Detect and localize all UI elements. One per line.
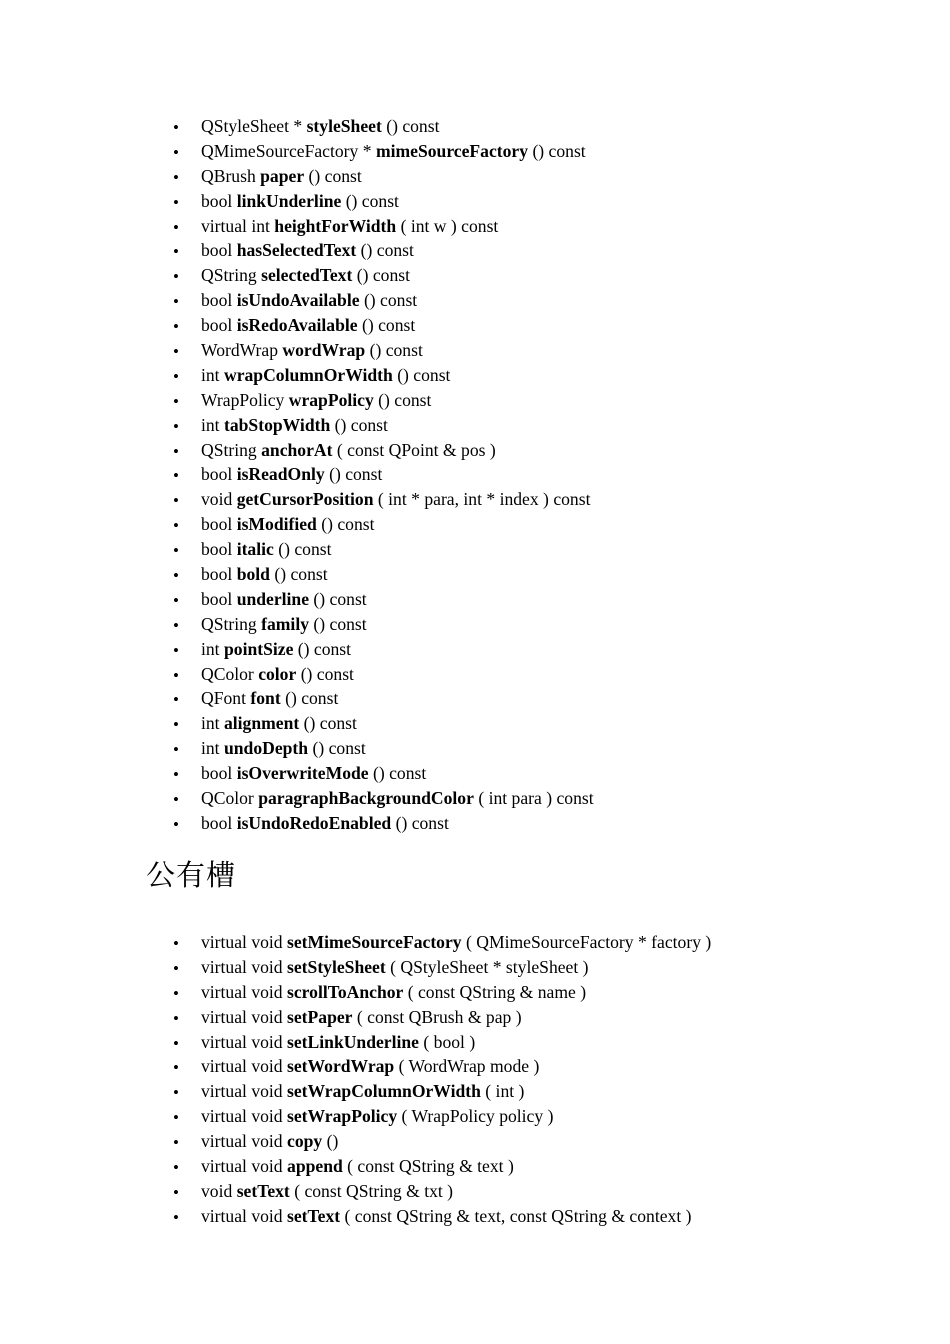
bullet-icon: • [173, 167, 179, 187]
return-type: virtual void [201, 1205, 288, 1226]
return-type: virtual void [201, 1081, 288, 1102]
bullet-icon: • [173, 1008, 179, 1028]
parameter-list: () const [368, 763, 427, 784]
function-signature [201, 1054, 539, 1079]
parameter-list: () const [296, 663, 354, 684]
function-name: underline [236, 588, 310, 609]
list-item [0, 1104, 950, 1129]
function-name: hasSelectedText [236, 240, 357, 261]
parameter-list: ( const QBrush & pap ) [352, 1006, 522, 1027]
return-type: virtual void [201, 1056, 288, 1077]
function-signature [201, 1129, 338, 1154]
public-slots-list [0, 930, 950, 1229]
list-item [0, 637, 950, 662]
parameter-list: ( int w ) const [396, 215, 499, 236]
bullet-icon: • [173, 391, 179, 411]
bullet-icon: • [173, 765, 179, 785]
parameter-list: ( int para ) const [473, 788, 594, 809]
bullet-icon: • [173, 1133, 179, 1153]
parameter-list: () const [381, 116, 440, 136]
return-type: QBrush [201, 165, 261, 186]
function-signature [201, 263, 410, 288]
list-item [0, 955, 950, 980]
bullet-icon: • [173, 516, 179, 536]
list-item [0, 189, 950, 214]
return-type: QString [201, 613, 262, 634]
function-name: isRedoAvailable [236, 315, 358, 336]
function-name: getCursorPosition [236, 489, 374, 510]
function-signature [201, 761, 426, 786]
parameter-list: ( int ) [480, 1081, 525, 1102]
bullet-icon: • [173, 814, 179, 834]
function-signature [201, 562, 328, 587]
function-name: isModified [236, 514, 317, 535]
return-type: QColor [201, 663, 259, 684]
return-type: int [201, 638, 224, 659]
bullet-icon: • [173, 983, 179, 1003]
function-signature [201, 1079, 524, 1104]
bullet-icon: • [173, 640, 179, 660]
function-signature [201, 637, 351, 662]
return-type: virtual void [201, 932, 288, 952]
list-item [0, 686, 950, 711]
function-signature [201, 438, 496, 463]
parameter-list: () const [308, 738, 366, 759]
function-name: heightForWidth [274, 215, 397, 236]
function-signature [201, 288, 417, 313]
function-signature [201, 980, 586, 1005]
function-name: mimeSourceFactory [375, 140, 529, 161]
parameter-list: () const [304, 165, 362, 186]
list-item [0, 388, 950, 413]
list-item [0, 1079, 950, 1104]
list-item [0, 313, 950, 338]
return-type: virtual void [201, 1131, 288, 1152]
function-signature [201, 1204, 691, 1229]
parameter-list: () [322, 1131, 339, 1152]
list-item [0, 462, 950, 487]
bullet-icon: • [173, 242, 179, 262]
list-item [0, 238, 950, 263]
list-item [0, 338, 950, 363]
function-name: paper [260, 165, 305, 186]
parameter-list: () const [391, 812, 449, 833]
bullet-icon: • [173, 416, 179, 436]
list-item [0, 438, 950, 463]
list-item [0, 263, 950, 288]
function-name: setWrapPolicy [287, 1106, 398, 1127]
bullet-icon: • [173, 366, 179, 386]
list-item [0, 1204, 950, 1229]
function-signature [201, 1030, 475, 1055]
function-signature [201, 462, 382, 487]
function-name: undoDepth [223, 738, 309, 759]
list-item [0, 537, 950, 562]
parameter-list: () const [293, 638, 352, 659]
function-name: family [261, 613, 310, 634]
function-name: setWordWrap [287, 1056, 395, 1077]
parameter-list: () const [356, 240, 414, 261]
function-signature [201, 338, 423, 363]
list-item [0, 1005, 950, 1030]
return-type: QString [201, 265, 262, 286]
return-type: WrapPolicy [201, 389, 289, 410]
function-signature [201, 139, 586, 164]
return-type: QString [201, 439, 262, 460]
list-item [0, 288, 950, 313]
return-type: virtual void [201, 1031, 288, 1052]
bullet-icon: • [173, 1033, 179, 1053]
parameter-list: () const [359, 290, 418, 311]
bullet-icon: • [173, 1158, 179, 1178]
return-type: bool [201, 240, 237, 261]
bullet-icon: • [173, 958, 179, 978]
bullet-icon: • [173, 267, 179, 287]
parameter-list: () const [373, 389, 432, 410]
parameter-list: ( bool ) [419, 1031, 476, 1052]
bullet-icon: • [173, 142, 179, 162]
function-signature [201, 1154, 514, 1179]
function-name: scrollToAnchor [287, 981, 404, 1002]
bullet-icon: • [173, 615, 179, 635]
function-signature [201, 189, 399, 214]
parameter-list: ( const QString & txt ) [289, 1180, 454, 1201]
return-type: QFont [201, 688, 251, 709]
return-type: bool [201, 315, 237, 336]
parameter-list: () const [309, 613, 367, 634]
return-type: int [201, 414, 224, 435]
return-type: bool [201, 464, 237, 485]
function-name: setText [236, 1180, 290, 1201]
const-member-list [0, 114, 950, 836]
return-type: bool [201, 290, 237, 311]
function-signature [201, 1179, 453, 1204]
function-signature [201, 363, 450, 388]
list-item [0, 811, 950, 836]
function-signature [201, 238, 414, 263]
function-signature [201, 537, 331, 562]
return-type: int [201, 364, 224, 385]
function-name: setMimeSourceFactory [287, 932, 462, 952]
parameter-list: () const [309, 588, 367, 609]
function-name: wordWrap [282, 340, 366, 361]
parameter-list: ( WordWrap mode ) [394, 1056, 540, 1077]
function-name: paragraphBackgroundColor [258, 788, 474, 809]
list-item [0, 1154, 950, 1179]
return-type: virtual int [201, 215, 275, 236]
parameter-list: () const [273, 539, 332, 560]
function-name: tabStopWidth [223, 414, 331, 435]
bullet-icon: • [173, 1108, 179, 1128]
bullet-icon: • [173, 217, 179, 237]
parameter-list: () const [392, 364, 451, 385]
bullet-icon: • [173, 466, 179, 486]
return-type: void [201, 489, 237, 510]
return-type: bool [201, 812, 237, 833]
list-item [0, 930, 950, 955]
function-name: linkUnderline [236, 190, 342, 211]
function-signature [201, 662, 354, 687]
parameter-list: ( const QPoint & pos ) [332, 439, 496, 460]
list-item [0, 662, 950, 687]
list-item [0, 413, 950, 438]
return-type: bool [201, 514, 237, 535]
list-item [0, 114, 950, 139]
function-name: wrapColumnOrWidth [223, 364, 393, 385]
list-item [0, 1179, 950, 1204]
bullet-icon: • [173, 118, 179, 137]
list-item [0, 1129, 950, 1154]
return-type: void [201, 1180, 237, 1201]
function-signature [201, 736, 366, 761]
list-item [0, 736, 950, 761]
list-item [0, 612, 950, 637]
function-signature [201, 686, 338, 711]
list-item [0, 139, 950, 164]
function-signature [201, 612, 367, 637]
parameter-list: () const [357, 315, 416, 336]
parameter-list: () const [341, 190, 399, 211]
bullet-icon: • [173, 934, 179, 953]
function-name: setText [287, 1205, 341, 1226]
function-signature [201, 587, 367, 612]
bullet-icon: • [173, 342, 179, 362]
parameter-list: () const [330, 414, 388, 435]
return-type: virtual void [201, 956, 288, 977]
list-item [0, 761, 950, 786]
list-item [0, 711, 950, 736]
bullet-icon: • [173, 590, 179, 610]
function-name: wrapPolicy [288, 389, 374, 410]
function-name: setStyleSheet [287, 956, 386, 977]
function-signature [201, 512, 375, 537]
bullet-icon: • [173, 541, 179, 561]
return-type: int [201, 713, 224, 734]
bullet-icon: • [173, 317, 179, 337]
function-signature [201, 487, 590, 512]
bullet-icon: • [173, 292, 179, 312]
bullet-icon: • [173, 1083, 179, 1103]
return-type: QMimeSourceFactory * [201, 140, 376, 161]
function-signature [201, 811, 449, 836]
return-type: bool [201, 539, 237, 560]
function-name: font [250, 688, 281, 709]
function-name: italic [236, 539, 274, 560]
list-item [0, 980, 950, 1005]
function-name: isReadOnly [236, 464, 325, 485]
function-name: isUndoAvailable [236, 290, 360, 311]
list-item [0, 1030, 950, 1055]
parameter-list: () const [316, 514, 375, 535]
function-signature [201, 214, 498, 239]
return-type: virtual void [201, 981, 288, 1002]
function-name: anchorAt [261, 439, 333, 460]
return-type: bool [201, 564, 237, 585]
function-name: setPaper [287, 1006, 353, 1027]
parameter-list: () const [299, 713, 357, 734]
bullet-icon: • [173, 740, 179, 760]
parameter-list: () const [324, 464, 383, 485]
function-name: isOverwriteMode [236, 763, 369, 784]
function-name: append [287, 1156, 343, 1177]
return-type: virtual void [201, 1156, 288, 1177]
function-signature [201, 413, 388, 438]
return-type: bool [201, 763, 237, 784]
return-type: virtual void [201, 1106, 288, 1127]
function-signature [201, 1005, 522, 1030]
return-type: QColor [201, 788, 259, 809]
parameter-list: ( const QString & name ) [403, 981, 587, 1002]
bullet-icon: • [173, 491, 179, 511]
list-item [0, 1054, 950, 1079]
list-item [0, 164, 950, 189]
bullet-icon: • [173, 1182, 179, 1202]
function-name: setWrapColumnOrWidth [287, 1081, 481, 1102]
function-signature [201, 786, 594, 811]
function-name: styleSheet [306, 116, 382, 136]
list-item [0, 487, 950, 512]
list-item [0, 786, 950, 811]
function-name: setLinkUnderline [287, 1031, 419, 1052]
parameter-list: ( const QString & text, const QString & context ) [340, 1205, 692, 1226]
function-signature [201, 388, 431, 413]
bullet-icon: • [173, 192, 179, 212]
return-type: int [201, 738, 224, 759]
function-name: pointSize [223, 638, 294, 659]
parameter-list: ( QStyleSheet * styleSheet ) [385, 956, 589, 977]
bullet-icon: • [173, 665, 179, 685]
return-type: WordWrap [201, 340, 283, 361]
parameter-list: ( WrapPolicy policy ) [397, 1106, 554, 1127]
function-name: isUndoRedoEnabled [236, 812, 392, 833]
function-signature [201, 114, 439, 139]
bullet-icon: • [173, 1207, 179, 1227]
parameter-list: () const [365, 340, 423, 361]
function-signature [201, 930, 711, 955]
return-type: bool [201, 588, 237, 609]
function-name: bold [236, 564, 270, 585]
parameter-list: ( const QString & text ) [342, 1156, 514, 1177]
function-signature [201, 1104, 553, 1129]
function-signature [201, 164, 362, 189]
function-signature [201, 955, 589, 980]
parameter-list: ( QMimeSourceFactory * factory ) [461, 932, 712, 952]
return-type: QStyleSheet * [201, 116, 307, 136]
parameter-list: ( int * para, int * index ) const [373, 489, 591, 510]
return-type: virtual void [201, 1006, 288, 1027]
bullet-icon: • [173, 690, 179, 710]
function-signature [201, 313, 415, 338]
parameter-list: () const [269, 564, 328, 585]
list-item [0, 363, 950, 388]
list-item [0, 562, 950, 587]
function-name: selectedText [261, 265, 353, 286]
bullet-icon: • [173, 790, 179, 810]
function-name: copy [287, 1131, 323, 1152]
function-name: alignment [223, 713, 300, 734]
return-type: bool [201, 190, 237, 211]
section-heading-public-slots: 公有槽 [146, 858, 237, 892]
list-item [0, 587, 950, 612]
parameter-list: () const [280, 688, 339, 709]
list-item [0, 214, 950, 239]
function-name: color [258, 663, 297, 684]
bullet-icon: • [173, 1058, 179, 1078]
list-item [0, 512, 950, 537]
parameter-list: () const [352, 265, 410, 286]
function-signature [201, 711, 357, 736]
parameter-list: () const [528, 140, 586, 161]
bullet-icon: • [173, 566, 179, 586]
bullet-icon: • [173, 441, 179, 461]
bullet-icon: • [173, 715, 179, 735]
